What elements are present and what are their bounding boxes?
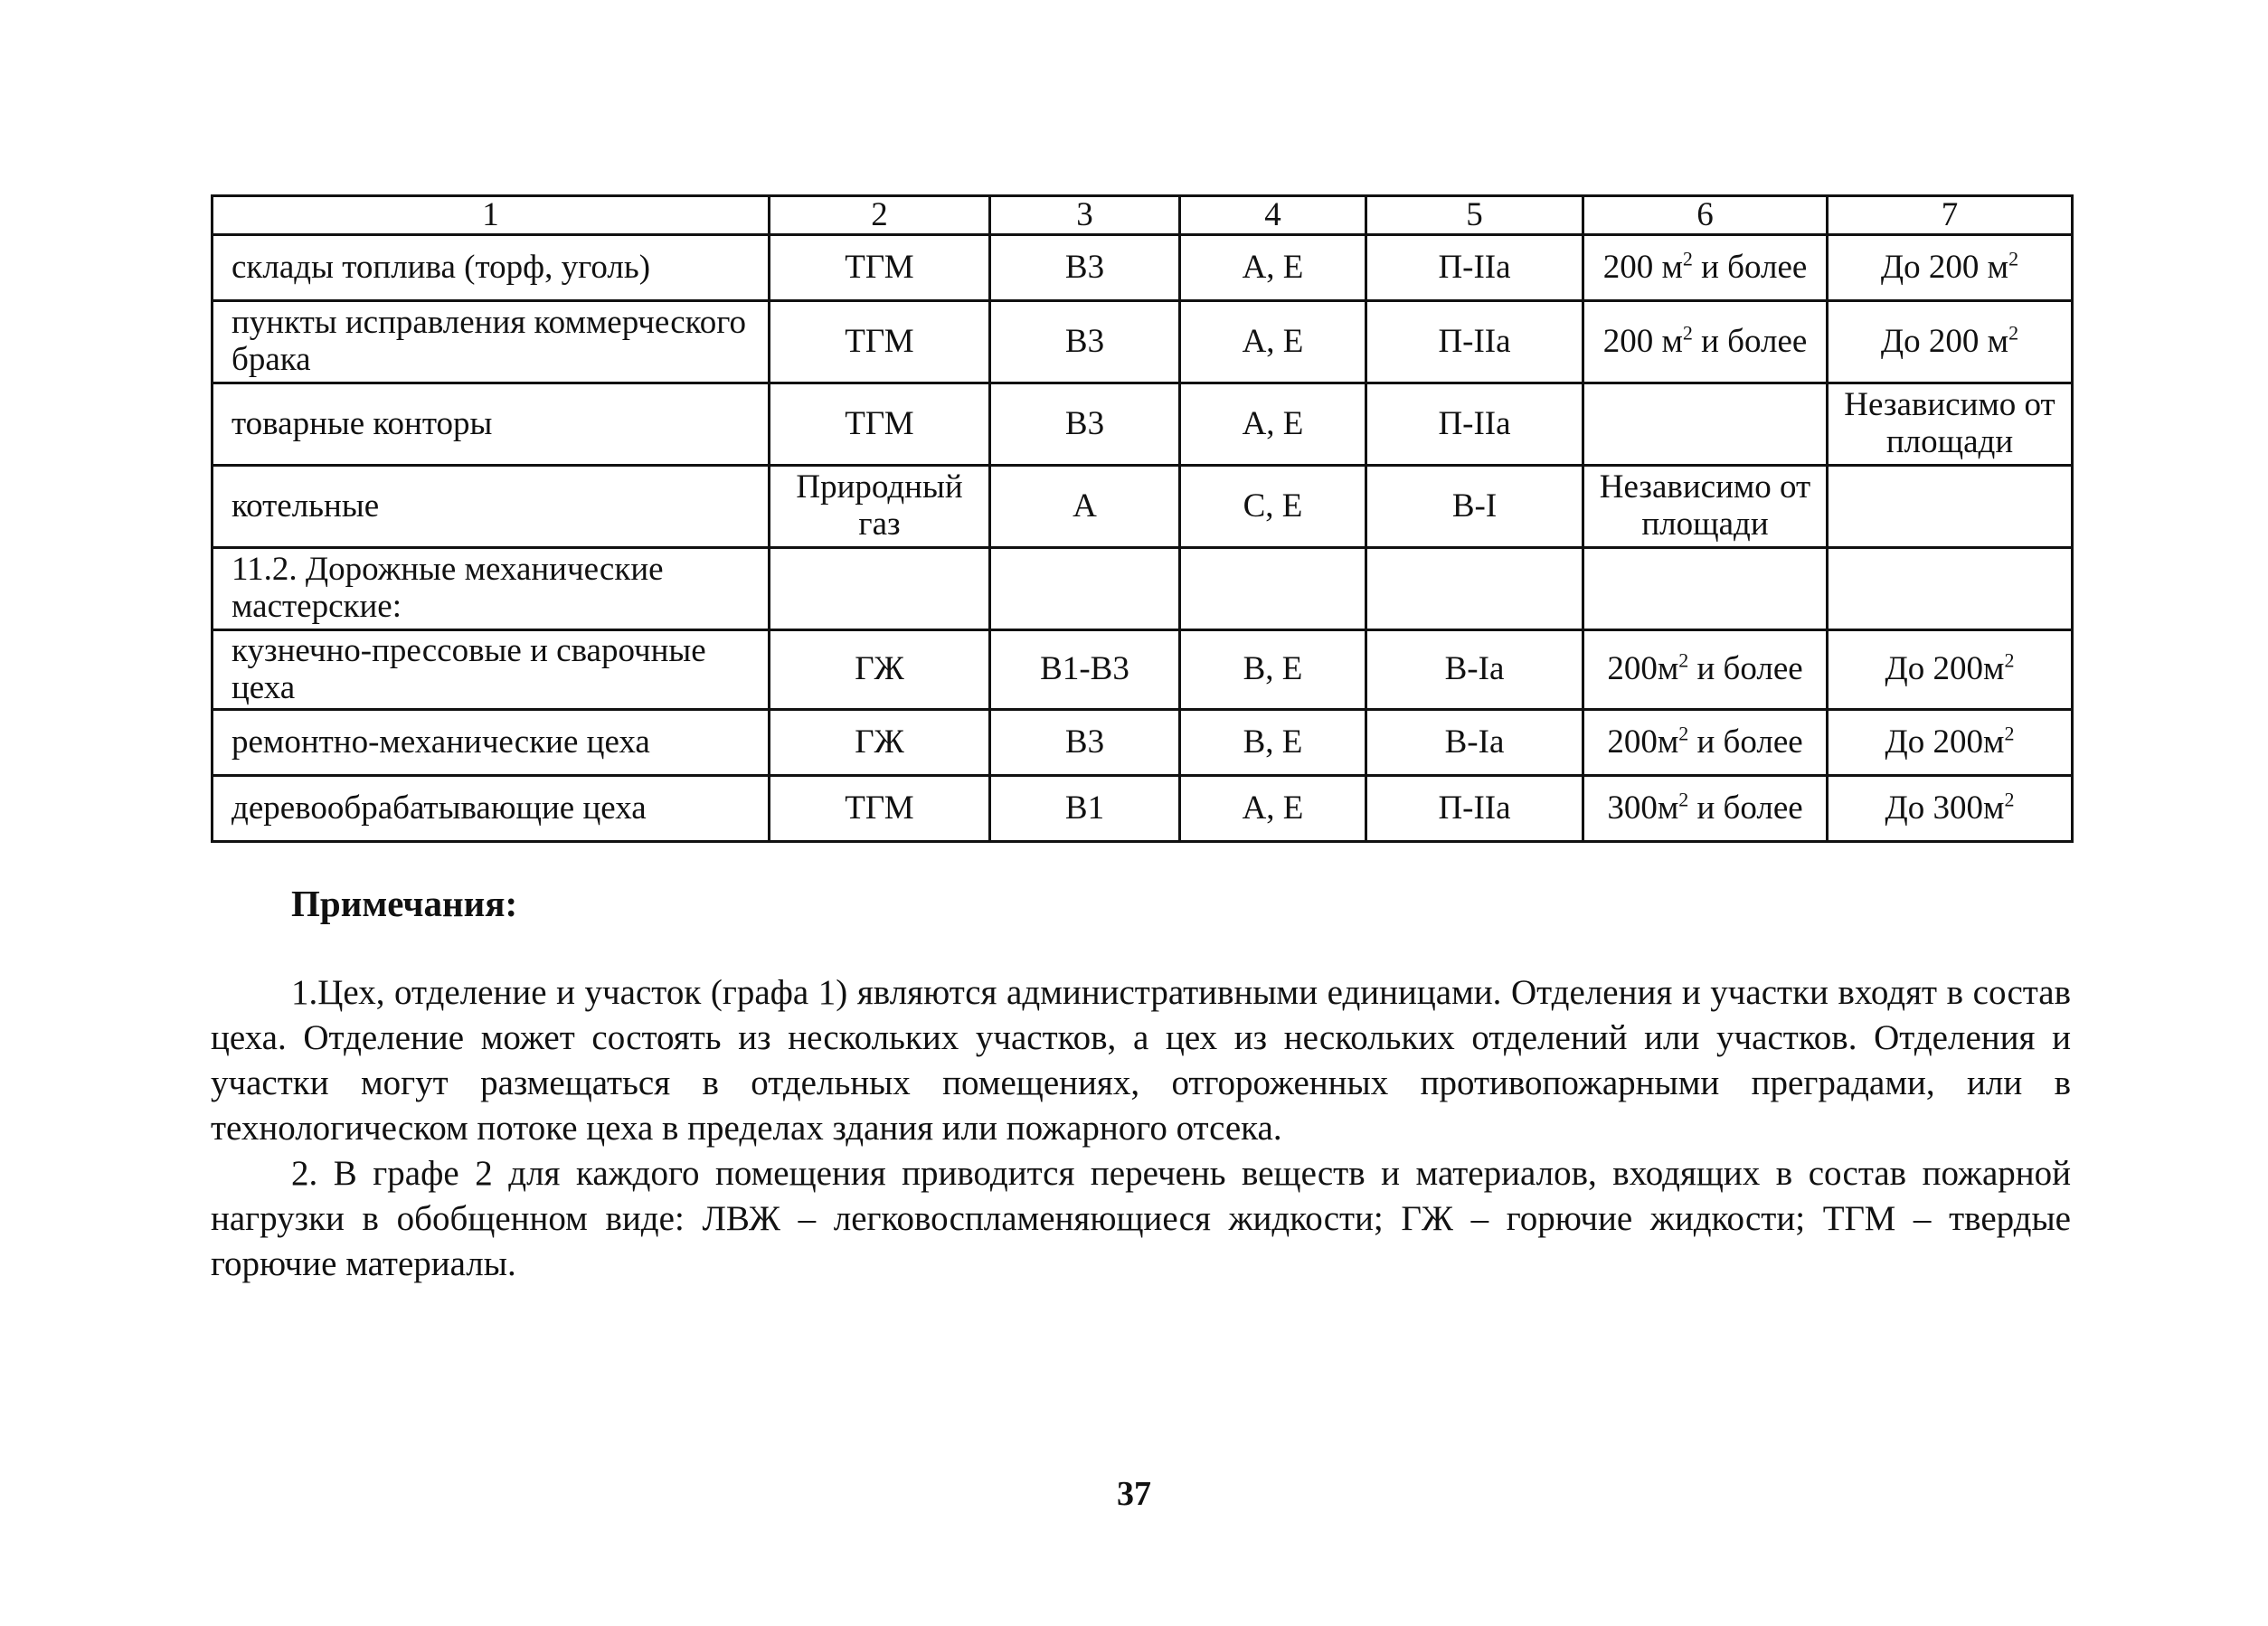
- extinguishing-cell: С, Е: [1180, 466, 1366, 548]
- extinguishing-cell: В, Е: [1180, 710, 1366, 776]
- empty-cell: [1180, 548, 1366, 630]
- area-cell: До $200м^2$: [1828, 710, 2073, 776]
- category-cell: А: [990, 466, 1180, 548]
- page-number: 37: [1117, 1475, 1151, 1513]
- column-number: 2: [770, 196, 990, 235]
- zone-class-cell: П-IIа: [1366, 301, 1583, 383]
- zone-class-cell: П-IIа: [1366, 235, 1583, 301]
- section-heading-cell: 11.2. Дорожные механические мастерские:: [213, 548, 770, 630]
- empty-cell: [770, 548, 990, 630]
- room-name-cell: пункты исправления коммерческого брака: [213, 301, 770, 383]
- category-cell: В3: [990, 710, 1180, 776]
- area-cell: [1828, 466, 2073, 548]
- extinguishing-cell: А, Е: [1180, 383, 1366, 466]
- fire-load-cell: ГЖ: [770, 630, 990, 710]
- fire-load-cell: Природный газ: [770, 466, 990, 548]
- table-row: [213, 710, 2073, 776]
- category-cell: В1: [990, 776, 1180, 842]
- fire-load-cell: ТГМ: [770, 383, 990, 466]
- room-name-cell: деревообрабатывающие цеха: [213, 776, 770, 842]
- fire-load-cell: ТГМ: [770, 776, 990, 842]
- area-cell: Независимо от площади: [1583, 466, 1828, 548]
- table-header-row: [213, 196, 2073, 235]
- column-number: 4: [1180, 196, 1366, 235]
- table-row: [213, 466, 2073, 548]
- area-cell: До 200 $м^2$: [1828, 235, 2073, 301]
- extinguishing-cell: А, Е: [1180, 301, 1366, 383]
- area-cell: До $200м^2$: [1828, 630, 2073, 710]
- area-cell: $200м^2$ и более: [1583, 710, 1828, 776]
- extinguishing-cell: А, Е: [1180, 776, 1366, 842]
- zone-class-cell: В-Iа: [1366, 630, 1583, 710]
- note-paragraph: 1.Цех, отделение и участок (графа 1) являются административными единицами. Отделения и участки входят в состав цеха. Отделение может состоять из нескольких участков, а цех из нескольких отделений или участков. Отделения и участки могут размещаться в отдельных помещениях, отгороженных противопожарными преградами, или в технологическом потоке цеха в пределах здания или пожарного отсека.: [211, 973, 2071, 1148]
- table-row: [213, 235, 2073, 301]
- empty-cell: [990, 548, 1180, 630]
- zone-class-cell: В-I: [1366, 466, 1583, 548]
- area-cell: $300м^2$ и более: [1583, 776, 1828, 842]
- column-number: 6: [1583, 196, 1828, 235]
- area-cell: $200м^2$ и более: [1583, 630, 1828, 710]
- fire-load-cell: ТГМ: [770, 235, 990, 301]
- empty-cell: [1828, 548, 2073, 630]
- room-name-cell: кузнечно-прессовые и сварочные цеха: [213, 630, 770, 710]
- category-cell: В1-В3: [990, 630, 1180, 710]
- area-cell: До 200 $м^2$: [1828, 301, 2073, 383]
- note-paragraph: 2. В графе 2 для каждого помещения приводится перечень веществ и материалов, входящих в состав пожарной нагрузки в обобщенном виде: ЛВЖ – легковоспламеняющиеся жидкости; ГЖ – горючие жидкости; ТГМ – твердые горючие материалы.: [211, 1154, 2071, 1283]
- column-number: 7: [1828, 196, 2073, 235]
- room-name-cell: склады топлива (торф, уголь): [213, 235, 770, 301]
- column-number: 1: [213, 196, 770, 235]
- area-cell: Независимо от площади: [1828, 383, 2073, 466]
- area-cell: 200 $м^2$ и более: [1583, 301, 1828, 383]
- extinguishing-cell: А, Е: [1180, 235, 1366, 301]
- fire-load-cell: ТГМ: [770, 301, 990, 383]
- extinguishing-cell: В, Е: [1180, 630, 1366, 710]
- area-cell: До $300м^2$: [1828, 776, 2073, 842]
- category-cell: В3: [990, 235, 1180, 301]
- zone-class-cell: В-Iа: [1366, 710, 1583, 776]
- empty-cell: [1366, 548, 1583, 630]
- table-row: [213, 776, 2073, 842]
- zone-class-cell: П-IIа: [1366, 383, 1583, 466]
- empty-cell: [1583, 548, 1828, 630]
- table-row: [213, 630, 2073, 710]
- category-cell: В3: [990, 301, 1180, 383]
- fire-load-cell: ГЖ: [770, 710, 990, 776]
- table-row: [213, 383, 2073, 466]
- area-cell: 200 $м^2$ и более: [1583, 235, 1828, 301]
- column-number: 3: [990, 196, 1180, 235]
- zone-class-cell: П-IIа: [1366, 776, 1583, 842]
- room-name-cell: котельные: [213, 466, 770, 548]
- classification-table: [211, 194, 2074, 843]
- notes-heading: Примечания:: [291, 883, 518, 924]
- room-name-cell: товарные конторы: [213, 383, 770, 466]
- notes-body: [211, 970, 2071, 1287]
- table-row: [213, 301, 2073, 383]
- room-name-cell: ремонтно-механические цеха: [213, 710, 770, 776]
- category-cell: В3: [990, 383, 1180, 466]
- table-section-row: [213, 548, 2073, 630]
- area-cell: [1583, 383, 1828, 466]
- column-number: 5: [1366, 196, 1583, 235]
